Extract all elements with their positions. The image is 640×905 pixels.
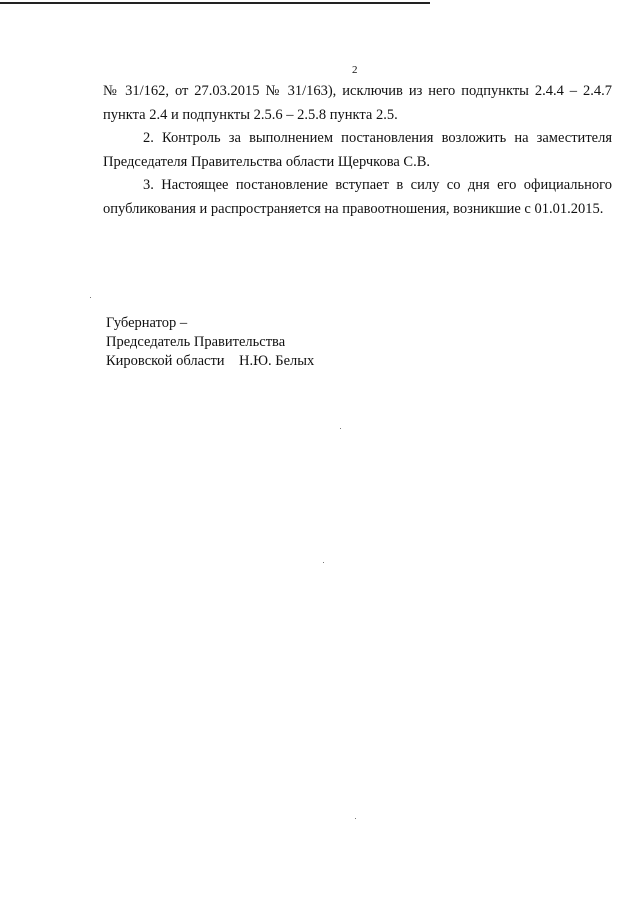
top-rule (0, 2, 430, 4)
signature-title-governor: Губернатор – (106, 315, 188, 331)
scan-speck (355, 818, 356, 819)
paragraph-control: 2. Контроль за выполнением постановления возложить на заместителя Председателя Правительства области Щерчкова С.В. (103, 130, 612, 170)
scan-speck (90, 297, 91, 298)
paragraph-continuation: № 31/162, от 27.03.2015 № 31/163), исключив из него подпункты 2.4.4 – 2.4.7 пункта 2.4 и подпункты 2.5.6 – 2.5.8 пункта 2.5. (103, 83, 612, 123)
signature-region-and-name: Кировской области Н.Ю. Белых (106, 353, 315, 369)
paragraph-effective-date: 3. Настоящее постановление вступает в силу со дня его официального опубликования и распространяется на правоотношения, возникшие с 01.01.2015. (103, 177, 612, 217)
scan-speck (340, 428, 341, 429)
signature-block (106, 314, 314, 371)
scan-speck (323, 562, 324, 563)
signature-title-chairman: Председатель Правительства (106, 334, 286, 350)
page-number: 2 (352, 64, 358, 76)
document-body (103, 80, 612, 221)
